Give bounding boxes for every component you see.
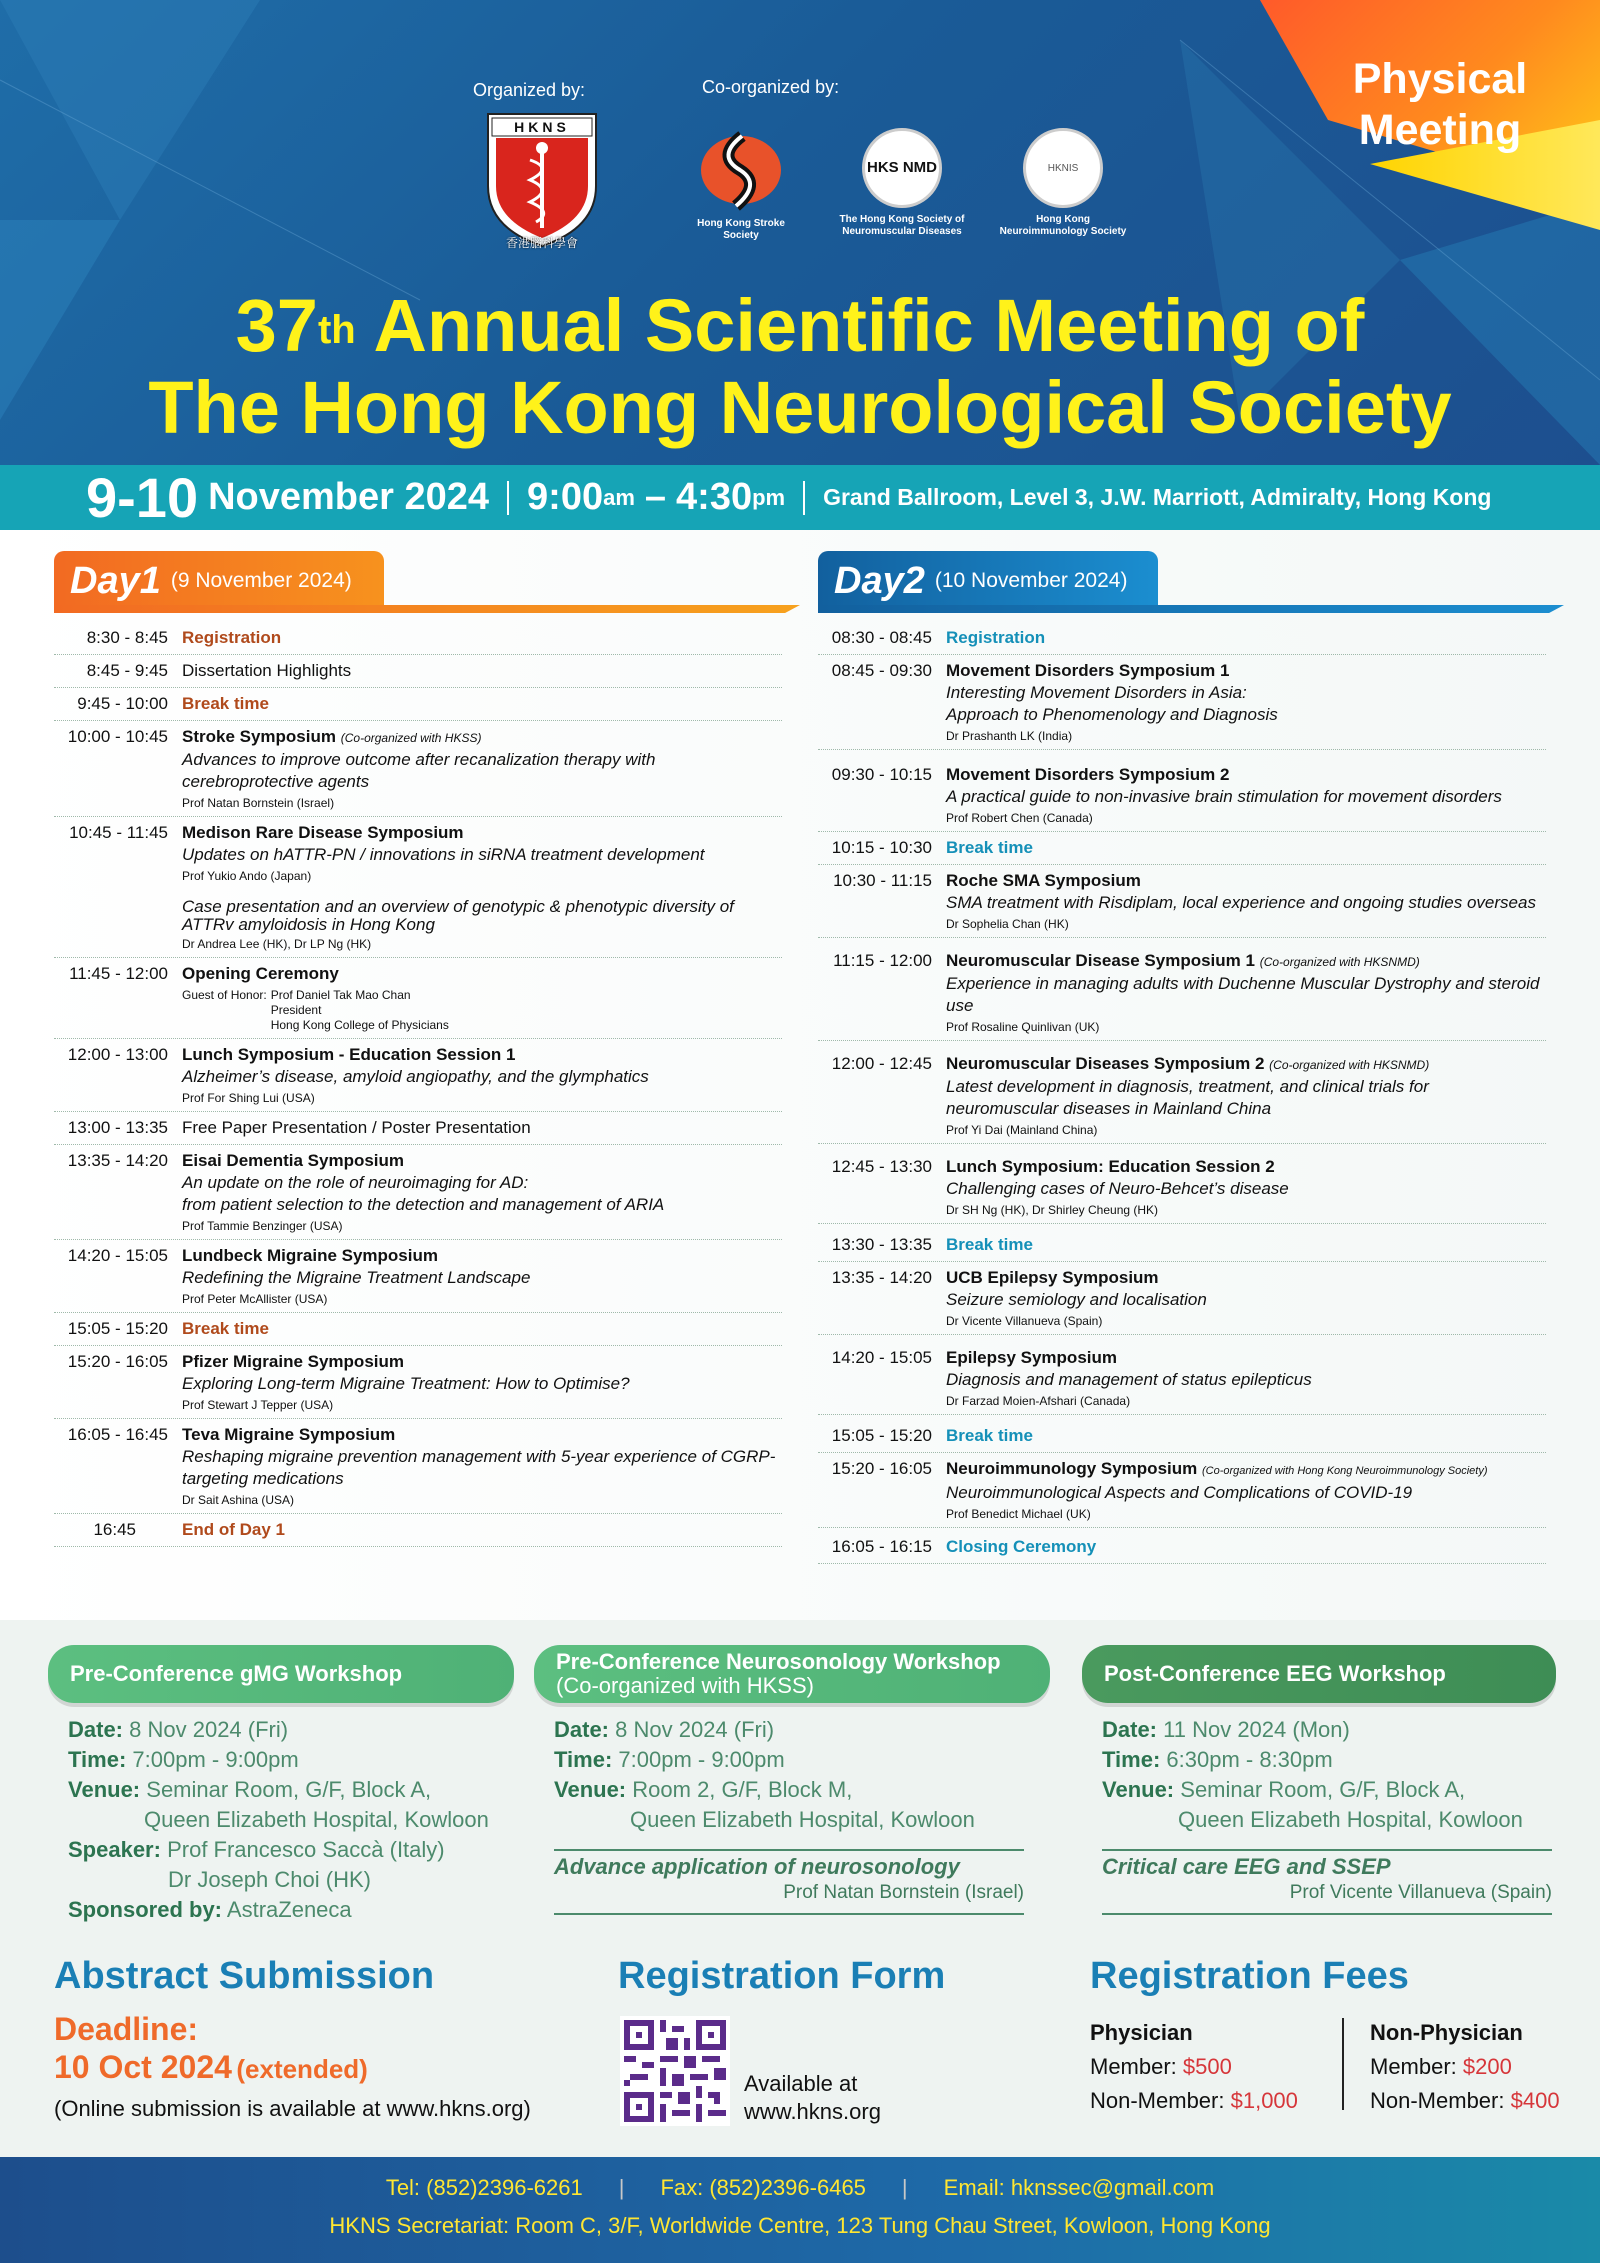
- eeg-topic-block: [1102, 1849, 1552, 1915]
- neuro-title-2: (Co-organized with HKSS): [556, 1673, 814, 1698]
- row-speaker: Dr Sophelia Chan (HK): [946, 917, 1069, 931]
- row-title: Free Paper Presentation / Poster Presentation: [182, 1118, 531, 1137]
- row-speaker: Prof Rosaline Quinlivan (UK): [946, 1020, 1100, 1034]
- hkns-logo-chinese: 香港腦科學會: [505, 236, 578, 250]
- time-start: 9:00: [527, 476, 604, 518]
- row-note: (Co-organized with HKSNMD): [1259, 955, 1420, 969]
- row-time: 08:30 - 08:45: [831, 628, 932, 647]
- venue-label: Venue:: [68, 1777, 141, 1802]
- row-speaker: Dr SH Ng (HK), Dr Shirley Cheung (HK): [946, 1203, 1159, 1217]
- registration-url[interactable]: www.hkns.org: [744, 2099, 881, 2124]
- row-speaker: Dr Andrea Lee (HK), Dr LP Ng (HK): [182, 937, 372, 951]
- row-topic: SMA treatment with Risdiplam, local experience and ongoing studies overseas: [946, 893, 1536, 912]
- day2-label: Day2: [834, 559, 925, 602]
- venue-label: Venue:: [554, 1777, 627, 1802]
- row-speaker: Dr Prashanth LK (India): [946, 729, 1073, 743]
- day2-row: [818, 1041, 1546, 1144]
- row-title: Roche SMA Symposium: [946, 871, 1141, 890]
- row-title: Movement Disorders Symposium 1: [946, 661, 1230, 680]
- row-time: 09:30 - 10:15: [831, 765, 932, 784]
- am-label: am: [603, 484, 635, 510]
- row-time: 10:30 - 11:15: [833, 871, 932, 890]
- footer-contact-line: [0, 2175, 1600, 2201]
- registration-qr-code[interactable]: [620, 2016, 730, 2126]
- row-title: Dissertation Highlights: [182, 661, 352, 680]
- row-speaker: Prof Robert Chen (Canada): [946, 811, 1093, 825]
- day2-row: [818, 1224, 1546, 1262]
- day1-row: [54, 655, 782, 688]
- event-month: November 2024: [208, 476, 490, 518]
- eeg-topic: Critical care EEG and SSEP: [1102, 1854, 1391, 1879]
- date-label: Date:: [554, 1717, 610, 1742]
- hkns-logo-text: HKNS: [514, 119, 570, 135]
- row-speaker: Prof Tammie Benzinger (USA): [182, 1219, 343, 1233]
- physician-fees: [1090, 2016, 1298, 2118]
- time-dash: –: [644, 476, 667, 518]
- row-title: Eisai Dementia Symposium: [182, 1151, 405, 1170]
- title-superscript: th: [317, 308, 356, 352]
- row-topic: Diagnosis and management of status epilepticus: [946, 1370, 1312, 1389]
- gmg-speaker-2: Dr Joseph Choi (HK): [168, 1867, 371, 1892]
- row-time: 12:00 - 12:45: [831, 1054, 932, 1073]
- day1-row: [54, 622, 782, 655]
- title-line-1: [0, 285, 1600, 367]
- day1-schedule: [54, 622, 782, 1547]
- row-time: 9:45 - 10:00: [77, 694, 168, 713]
- row-topic: Latest development in diagnosis, treatment, and clinical trials for neuromuscular diseases in Mainland China: [946, 1077, 1429, 1118]
- day2-row: [818, 1335, 1546, 1415]
- row-topic: A practical guide to non-invasive brain stimulation for movement disorders: [946, 787, 1502, 806]
- badge-line-2: Meeting: [1358, 106, 1522, 154]
- neuro-date: 8 Nov 2024 (Fri): [615, 1717, 775, 1742]
- physician-member-fee: $500: [1182, 2054, 1232, 2079]
- row-topic: An update on the role of neuroimaging for AD:: [182, 1173, 529, 1192]
- row-title: Registration: [182, 628, 282, 647]
- submission-note: (Online submission is available at www.hkns.org): [54, 2096, 531, 2121]
- fees-divider: [1342, 2018, 1344, 2110]
- badge-line-1: Physical: [1352, 55, 1528, 103]
- day1-row: [54, 1419, 782, 1514]
- row-topic: Updates on hATTR-PN / innovations in siRNA treatment development: [182, 845, 705, 864]
- title-line-1-text: Annual Scientific Meeting of: [355, 284, 1365, 367]
- eeg-workshop-details: [1082, 1715, 1556, 1915]
- title-number: 37: [235, 284, 318, 367]
- row-time: 10:15 - 10:30: [831, 838, 932, 857]
- hkss-caption: Hong Kong Stroke Society: [697, 218, 785, 241]
- row-speaker: Dr Sait Ashina (USA): [182, 1493, 295, 1507]
- date-venue-bar: [0, 465, 1600, 530]
- day1-row: [54, 1039, 782, 1112]
- row-title: Neuromuscular Diseases Symposium 2: [946, 1054, 1265, 1073]
- gmg-speaker-1: Prof Francesco Saccà (Italy): [167, 1837, 445, 1862]
- row-note: (Co-organized with HKSNMD): [1269, 1058, 1430, 1072]
- gmg-venue: Seminar Room, G/F, Block A,: [146, 1777, 432, 1802]
- gmg-workshop-title: Pre-Conference gMG Workshop: [48, 1645, 514, 1703]
- neurosonology-workshop: [534, 1645, 1050, 1915]
- hknis-logo: [996, 128, 1130, 238]
- time-label: Time:: [1102, 1747, 1161, 1772]
- day1-row: [54, 688, 782, 721]
- day2-header: [818, 551, 1158, 611]
- hksnmd-caption: The Hong Kong Society of Neuromuscular Diseases: [839, 214, 965, 237]
- day2-row: [818, 865, 1546, 938]
- non-member-label: Non-Member:: [1370, 2088, 1505, 2113]
- member-label: Member:: [1090, 2054, 1177, 2079]
- row-time: 15:20 - 16:05: [831, 1459, 932, 1478]
- row-title: Lundbeck Migraine Symposium: [182, 1246, 438, 1265]
- divider: [554, 1913, 1024, 1915]
- row-time: 14:20 - 15:05: [831, 1348, 932, 1367]
- time-label: Time:: [68, 1747, 127, 1772]
- row-time: 15:05 - 15:20: [67, 1319, 168, 1338]
- abstract-title: Abstract Submission: [54, 1955, 435, 1997]
- footer-tel[interactable]: Tel: (852)2396-6261: [385, 2175, 583, 2200]
- row-speaker: Prof For Shing Lui (USA): [182, 1091, 315, 1105]
- non-member-label: Non-Member:: [1090, 2088, 1225, 2113]
- non-physician-non-member-fee: $400: [1510, 2088, 1560, 2113]
- registration-fees-title: Registration Fees: [1090, 1955, 1409, 1997]
- row-title: Break time: [946, 838, 1033, 857]
- row-title: Neuromuscular Disease Symposium 1: [946, 951, 1255, 970]
- row-topic: Experience in managing adults with Duchenne Muscular Dystrophy and steroid use: [946, 974, 1540, 1015]
- row-title: Pfizer Migraine Symposium: [182, 1352, 404, 1371]
- row-topic: Neuroimmunological Aspects and Complications of COVID-19: [946, 1483, 1413, 1502]
- row-speaker: Dr Farzad Moien-Afshari (Canada): [946, 1394, 1131, 1408]
- row-speaker: Prof Natan Bornstein (Israel): [182, 796, 335, 810]
- divider: [507, 481, 509, 515]
- non-physician-label: Non-Physician: [1370, 2020, 1523, 2045]
- row-speaker: Dr Vicente Villanueva (Spain): [946, 1314, 1103, 1328]
- day2-row: [818, 622, 1546, 655]
- row-time: 13:35 - 14:20: [831, 1268, 932, 1287]
- footer-contact: [0, 2157, 1600, 2263]
- row-topic: Interesting Movement Disorders in Asia:: [946, 683, 1247, 702]
- non-physician-member-fee: $200: [1462, 2054, 1512, 2079]
- row-time: 15:20 - 16:05: [67, 1352, 168, 1371]
- row-time: 16:45: [93, 1520, 136, 1539]
- event-days: 9-10: [86, 466, 199, 529]
- day2-row: [818, 832, 1546, 865]
- day2-underline: [818, 605, 1564, 613]
- row-title: Lunch Symposium - Education Session 1: [182, 1045, 516, 1064]
- row-time: 13:30 - 13:35: [831, 1235, 932, 1254]
- row-time: 8:45 - 9:45: [86, 661, 168, 680]
- guest-of-honor: [182, 988, 782, 1033]
- gmg-venue-2: Queen Elizabeth Hospital, Kowloon: [144, 1807, 489, 1832]
- row-title: UCB Epilepsy Symposium: [946, 1268, 1159, 1287]
- guest-role: President: [270, 1003, 322, 1017]
- day2-row: [818, 1262, 1546, 1335]
- row-topic: Advances to improve outcome after recanalization therapy with cerebroprotective agents: [182, 750, 656, 791]
- speaker-label: Speaker:: [68, 1837, 161, 1862]
- day1-row: [54, 1112, 782, 1145]
- day1-date: (9 November 2024): [170, 569, 352, 592]
- title-line-2: The Hong Kong Neurological Society: [148, 366, 1452, 449]
- hksnmd-logo: [835, 128, 969, 238]
- neuro-topic: Advance application of neurosonology: [554, 1854, 960, 1879]
- divider: [803, 481, 805, 515]
- qr-code-icon: [624, 2020, 726, 2122]
- row-title: Epilepsy Symposium: [946, 1348, 1117, 1367]
- row-time: 13:00 - 13:35: [67, 1118, 168, 1137]
- hksnmd-mark: HKS NMD: [862, 128, 942, 208]
- footer-address: HKNS Secretariat: Room C, 3/F, Worldwide Centre, 123 Tung Chau Street, Kowloon, Hong Kong: [329, 2213, 1271, 2238]
- eeg-speaker: Prof Vicente Villanueva (Spain): [1289, 1882, 1552, 1903]
- physical-meeting-badge: [1340, 54, 1540, 156]
- row-title: Lunch Symposium: Education Session 2: [946, 1157, 1275, 1176]
- page-title: [0, 285, 1600, 449]
- neuro-venue-2: Queen Elizabeth Hospital, Kowloon: [630, 1807, 975, 1832]
- row-note: (Co-organized with Hong Kong Neuroimmunology Society): [1201, 1465, 1488, 1477]
- row-time: 11:15 - 12:00: [833, 951, 932, 970]
- day2-schedule: [818, 622, 1546, 1564]
- eeg-venue-2: Queen Elizabeth Hospital, Kowloon: [1178, 1807, 1523, 1832]
- hknis-caption: Hong Kong Neuroimmunology Society: [999, 214, 1127, 237]
- abstract-section: [54, 2010, 594, 2123]
- gmg-time: 7:00pm - 9:00pm: [132, 1747, 299, 1772]
- row-title: Break time: [946, 1235, 1033, 1254]
- day1-row: [54, 817, 782, 958]
- row-title: Movement Disorders Symposium 2: [946, 765, 1230, 784]
- day1-row: [54, 958, 782, 1039]
- footer-separator: |: [901, 2175, 908, 2200]
- row-note: (Co-organized with HKSS): [340, 731, 482, 745]
- row-topic: Challenging cases of Neuro-Behcet’s disease: [946, 1179, 1289, 1198]
- eeg-date: 11 Nov 2024 (Mon): [1163, 1717, 1350, 1742]
- row-title: Registration: [946, 628, 1046, 647]
- row-time: 08:45 - 09:30: [831, 661, 932, 680]
- divider: [1102, 1913, 1552, 1915]
- row-time: 12:00 - 13:00: [67, 1045, 168, 1064]
- row-topic: Approach to Phenomenology and Diagnosis: [946, 705, 1278, 724]
- day2-row: [818, 1144, 1546, 1224]
- row-time: 10:45 - 11:45: [69, 823, 168, 842]
- row-time: 11:45 - 12:00: [69, 964, 168, 983]
- row-topic: Redefining the Migraine Treatment Landscape: [182, 1268, 531, 1287]
- physician-label: Physician: [1090, 2020, 1193, 2045]
- day1-underline: [54, 605, 800, 613]
- row-title: End of Day 1: [182, 1520, 285, 1539]
- eeg-workshop: [1082, 1645, 1556, 1915]
- gmg-date: 8 Nov 2024 (Fri): [129, 1717, 289, 1742]
- neurosonology-workshop-details: [534, 1715, 1050, 1915]
- day2-row: [818, 1453, 1546, 1528]
- row-title: Stroke Symposium: [182, 727, 336, 746]
- programme-section: [0, 530, 1600, 1620]
- stroke-society-brain-icon: [696, 126, 786, 212]
- day1-row: [54, 1313, 782, 1346]
- row-time: 16:05 - 16:45: [67, 1425, 168, 1444]
- physician-non-member-fee: $1,000: [1230, 2088, 1298, 2113]
- hkns-logo: [474, 110, 610, 250]
- registration-availability: [744, 2070, 881, 2126]
- row-title: Break time: [182, 1319, 269, 1338]
- row-speaker: Prof Benedict Michael (UK): [946, 1507, 1091, 1521]
- row-topic: Exploring Long-term Migraine Treatment: How to Optimise?: [182, 1374, 630, 1393]
- header-banner: [0, 0, 1600, 465]
- row-speaker: Prof Peter McAllister (USA): [182, 1292, 328, 1306]
- row-time: 16:05 - 16:15: [831, 1537, 932, 1556]
- row-time: 10:00 - 10:45: [67, 727, 168, 746]
- registration-form-title: Registration Form: [618, 1955, 946, 1997]
- day1-header: [54, 551, 384, 611]
- guest-name: Prof Daniel Tak Mao Chan: [270, 988, 411, 1002]
- gmg-workshop-details: [48, 1715, 514, 1925]
- footer-email[interactable]: Email: hknssec@gmail.com: [943, 2175, 1215, 2200]
- row-title: Medison Rare Disease Symposium: [182, 823, 464, 842]
- venue-label: Venue:: [1102, 1777, 1175, 1802]
- neurosonology-workshop-title: [534, 1645, 1050, 1703]
- row-time: 8:30 - 8:45: [86, 628, 168, 647]
- row-time: 14:20 - 15:05: [67, 1246, 168, 1265]
- guest-label: Guest of Honor:: [182, 988, 267, 1002]
- row-time: 15:05 - 15:20: [831, 1426, 932, 1445]
- row-title: Neuroimmunology Symposium: [946, 1459, 1198, 1478]
- gmg-workshop: [48, 1645, 514, 1925]
- row-speaker: Prof Yi Dai (Mainland China): [946, 1123, 1098, 1137]
- organized-by-label: Organized by:: [473, 80, 586, 100]
- row-title: Break time: [182, 694, 269, 713]
- date-label: Date:: [1102, 1717, 1158, 1742]
- day1-row: [54, 1514, 782, 1547]
- gmg-sponsor: AstraZeneca: [226, 1897, 352, 1922]
- row-topic: Alzheimer’s disease, amyloid angiopathy, and the glymphatics: [182, 1067, 649, 1086]
- day1-row: [54, 1346, 782, 1419]
- row-topic: Reshaping migraine prevention management with 5-year experience of CGRP-targeting medications: [182, 1447, 776, 1488]
- day2-row: [818, 655, 1546, 750]
- eeg-venue: Seminar Room, G/F, Block A,: [1180, 1777, 1466, 1802]
- pm-label: pm: [752, 484, 786, 510]
- eeg-workshop-title: Post-Conference EEG Workshop: [1082, 1645, 1556, 1703]
- day1-row: [54, 1240, 782, 1313]
- row-speaker: Prof Stewart J Tepper (USA): [182, 1398, 334, 1412]
- time-end: 4:30: [676, 476, 753, 518]
- day1-label: Day1: [70, 559, 161, 602]
- row-title: Teva Migraine Symposium: [182, 1425, 396, 1444]
- available-at: Available at: [744, 2071, 858, 2096]
- hknis-mark: HKNIS: [1023, 128, 1103, 208]
- day2-row: [818, 1528, 1546, 1564]
- row-time: 12:45 - 13:30: [831, 1157, 932, 1176]
- footer-separator: |: [618, 2175, 625, 2200]
- row-topic: Seizure semiology and localisation: [946, 1290, 1207, 1309]
- deadline-label: Deadline:: [54, 2011, 199, 2047]
- co-organized-by-label: Co-organized by:: [702, 77, 840, 97]
- non-physician-fees: [1370, 2016, 1560, 2118]
- day2-row: [818, 938, 1546, 1041]
- neuro-time: 7:00pm - 9:00pm: [618, 1747, 785, 1772]
- time-label: Time:: [554, 1747, 613, 1772]
- day1-row: [54, 1145, 782, 1240]
- neuro-topic-block: [554, 1849, 1024, 1915]
- hkss-logo: [686, 126, 796, 242]
- row-speaker: Prof Yukio Ando (Japan): [182, 869, 312, 883]
- day2-date: (10 November 2024): [934, 569, 1128, 592]
- member-label: Member:: [1370, 2054, 1457, 2079]
- row-topic: Case presentation and an overview of genotypic & phenotypic diversity of ATTRv amyloidosis in Hong Kong: [182, 897, 734, 934]
- footer-fax: Fax: (852)2396-6465: [660, 2175, 866, 2200]
- row-topic: from patient selection to the detection and management of ARIA: [182, 1195, 665, 1214]
- event-venue: Grand Ballroom, Level 3, J.W. Marriott, Admiralty, Hong Kong: [823, 484, 1492, 510]
- row-title: Opening Ceremony: [182, 964, 339, 983]
- row-title: Closing Ceremony: [946, 1537, 1097, 1556]
- day1-row: [54, 721, 782, 817]
- deadline-date: 10 Oct 2024: [54, 2049, 232, 2085]
- row-time: 13:35 - 14:20: [67, 1151, 168, 1170]
- deadline-extended: (extended): [236, 2054, 368, 2084]
- date-label: Date:: [68, 1717, 124, 1742]
- eeg-time: 6:30pm - 8:30pm: [1166, 1747, 1333, 1772]
- neuro-speaker: Prof Natan Bornstein (Israel): [783, 1882, 1024, 1903]
- neuro-title-1: Pre-Conference Neurosonology Workshop: [556, 1649, 1001, 1674]
- day2-row: [818, 750, 1546, 832]
- neuro-venue: Room 2, G/F, Block M,: [632, 1777, 853, 1802]
- day2-row: [818, 1415, 1546, 1453]
- sponsor-label: Sponsored by:: [68, 1897, 223, 1922]
- guest-org: Hong Kong College of Physicians: [270, 1018, 449, 1032]
- row-title: Break time: [946, 1426, 1033, 1445]
